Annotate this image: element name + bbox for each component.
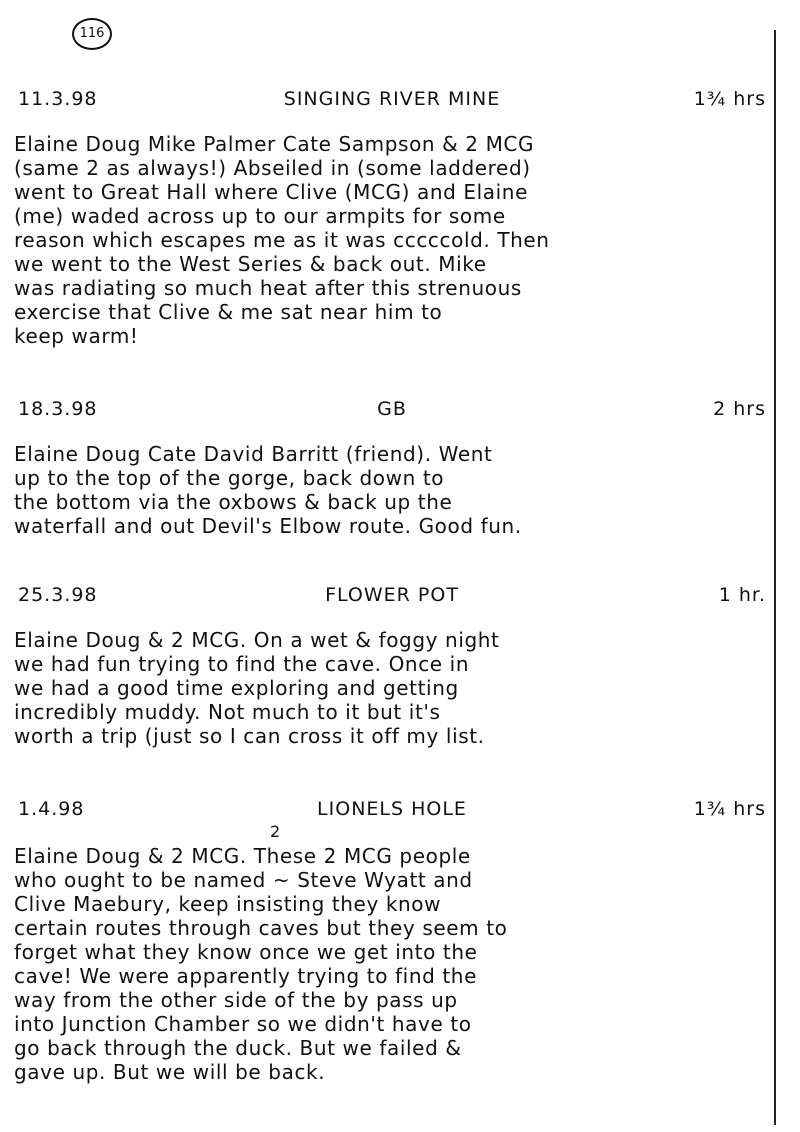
entry-line: went to Great Hall where Clive (MCG) and Elaine — [14, 180, 528, 204]
inserted-correction: 2 — [270, 822, 281, 841]
entry-header — [18, 398, 766, 428]
entry-line: was radiating so much heat after this strenuous — [14, 276, 522, 300]
entry-line: Elaine Doug & 2 MCG. On a wet & foggy night — [14, 628, 500, 652]
entry-location: FLOWER POT — [325, 584, 459, 606]
margin-line — [774, 30, 776, 1125]
entry-date: 25.3.98 — [18, 584, 98, 606]
entry-body — [14, 442, 772, 538]
entry-line: we had fun trying to find the cave. Once in — [14, 652, 470, 676]
entry-line: who ought to be named ~ Steve Wyatt and — [14, 868, 473, 892]
entry-line: reason which escapes me as it was cccccold. Then — [14, 228, 550, 252]
entry-line: we had a good time exploring and getting — [14, 676, 459, 700]
entry-duration: 1¾ hrs — [693, 798, 766, 820]
entry-body — [14, 844, 772, 1084]
entry-duration: 1 hr. — [718, 584, 766, 606]
entry-duration: 2 hrs — [713, 398, 766, 420]
entry-line: Clive Maebury, keep insisting they know — [14, 892, 442, 916]
entry-line: waterfall and out Devil's Elbow route. Good fun. — [14, 514, 522, 538]
entry-date: 1.4.98 — [18, 798, 85, 820]
entry-location: GB — [377, 398, 407, 420]
entry-duration: 1¾ hrs — [693, 88, 766, 110]
entry-line: keep warm! — [14, 324, 139, 348]
entry-line: we went to the West Series & back out. Mike — [14, 252, 487, 276]
page-number: 116 — [72, 18, 112, 50]
entry-location: SINGING RIVER MINE — [283, 88, 501, 110]
entry-header — [18, 584, 766, 614]
entry-line: worth a trip (just so I can cross it off my list. — [14, 724, 485, 748]
entry-line: Elaine Doug Mike Palmer Cate Sampson & 2 MCG — [14, 132, 535, 156]
entry-line: gave up. But we will be back. — [14, 1060, 326, 1084]
entry-line: up to the top of the gorge, back down to — [14, 466, 445, 490]
entry-line: (same 2 as always!) Abseiled in (some laddered) — [14, 156, 531, 180]
entry-date: 11.3.98 — [18, 88, 98, 110]
entry-line: into Junction Chamber so we didn't have to — [14, 1012, 472, 1036]
entry-line: the bottom via the oxbows & back up the — [14, 490, 453, 514]
entry-line: certain routes through caves but they seem to — [14, 916, 508, 940]
entry-date: 18.3.98 — [18, 398, 98, 420]
entry-body — [14, 132, 772, 348]
entry-line: exercise that Clive & me sat near him to — [14, 300, 443, 324]
entry-line: (me) waded across up to our armpits for some — [14, 204, 506, 228]
entry-line: Elaine Doug & 2 MCG. These 2 MCG people — [14, 844, 471, 868]
entry-location: LIONELS HOLE — [317, 798, 467, 820]
entry-body — [14, 628, 772, 748]
entry-line: Elaine Doug Cate David Barritt (friend). Went — [14, 442, 493, 466]
entry-header — [18, 88, 766, 118]
entry-line: incredibly muddy. Not much to it but it's — [14, 700, 441, 724]
entry-line: way from the other side of the by pass up — [14, 988, 458, 1012]
entry-header — [18, 798, 766, 828]
entry-line: forget what they know once we get into the — [14, 940, 478, 964]
entry-line: go back through the duck. But we failed & — [14, 1036, 462, 1060]
entry-line: cave! We were apparently trying to find the — [14, 964, 477, 988]
